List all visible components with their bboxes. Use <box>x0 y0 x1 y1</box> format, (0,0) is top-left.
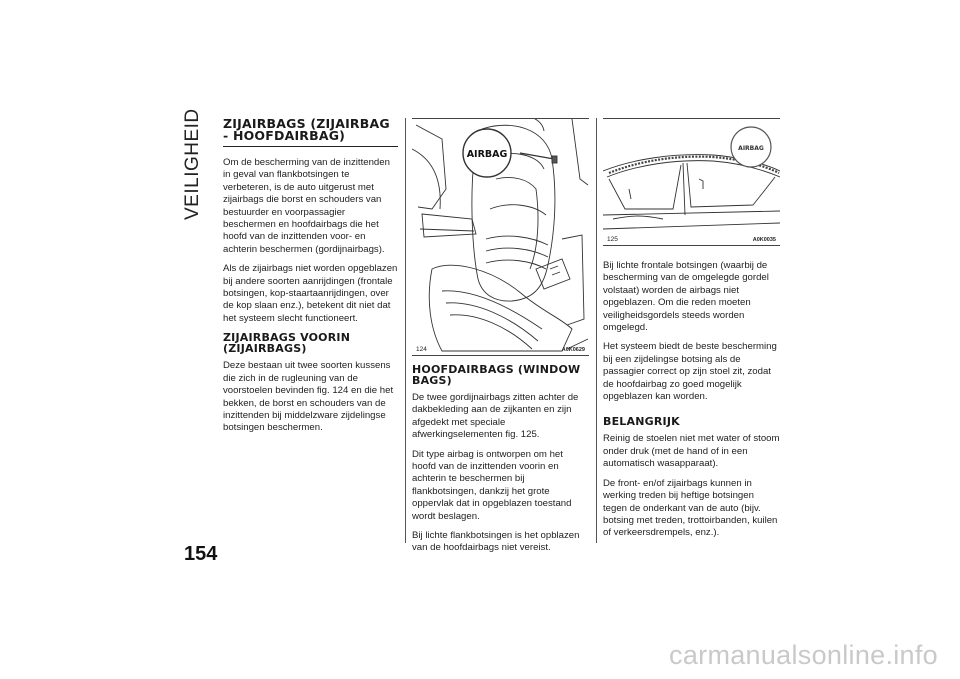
section-label <box>178 108 210 222</box>
paragraph: De front- en/of zijairbags kunnen in werking treden bij heftige botsingen tegen de onderkant van de auto (bijv. botsing met treden, trottoirbanden, kuilen of verkeersdrempels, enz.). <box>603 477 778 539</box>
important-heading: BELANGRIJK <box>603 415 680 429</box>
subheading: ZIJAIRBAGS VOORIN (ZIJAIRBAGS) <box>223 331 351 356</box>
figure-code: A0K0629 <box>561 347 585 353</box>
paragraph: Bij lichte frontale botsingen (waarbij de bescherming van de omgelegde gordel volstaat) worden de airbags niet opgeblazen. Om die reden moeten veiligheidsgordels steeds worden omgelegd. <box>603 260 769 334</box>
paragraph: Bij lichte flankbotsingen is het opblazen van de hoofdairbags niet vereist. <box>412 530 580 554</box>
watermark: carmanualsonline.info <box>669 640 938 670</box>
figure-125 <box>603 118 780 246</box>
section-label-text: VEILIGHEID <box>182 108 203 220</box>
page-number: 154 <box>184 543 218 565</box>
paragraph: De twee gordijnairbags zitten achter de dakbekleding aan de zijkanten en zijn afgedekt met speciale afwerkingselementen fig. 125. <box>412 392 579 441</box>
paragraph: Als de zijairbags niet worden opgeblazen bij andere soorten aanrijdingen (frontale botsingen, kop-staartaanrijdingen, over de kop slaan enz.), betekent dit niet dat het systeem slecht functioneert. <box>223 263 398 324</box>
figure-code: A0K0035 <box>752 237 776 243</box>
column-1 <box>223 118 398 442</box>
paragraph: Om de bescherming van de inzittenden in geval van flankbotsingen te verbeteren, is de auto uitgerust met zijairbags die borst en schouders van bestuurder en voorpassagier beschermen en hoofdairbags die het hoofd van de inzittenden voor- en achterin beschermen (gordijnairbags). <box>223 157 390 255</box>
figure-number: 124 <box>416 346 427 353</box>
airbag-callout-label: AIRBAG <box>738 145 764 152</box>
window-airbag-illustration <box>603 119 780 245</box>
subheading: HOOFDAIRBAGS (WINDOW BAGS) <box>412 363 581 387</box>
column-divider <box>596 118 597 543</box>
car-seat-illustration <box>412 119 589 355</box>
paragraph: Reinig de stoelen niet met water of stoom onder druk (met de hand of in een automatisch wasapparaat). <box>603 433 780 470</box>
paragraph: Deze bestaan uit twee soorten kussens die zich in de rugleuning van de voorstoelen bevinden fig. 124 en die het bekken, de borst en schouders van de inzittenden bij middelzware zijdelingse botsingen beschermen. <box>223 360 394 434</box>
figure-124 <box>412 118 589 356</box>
airbag-callout-label: AIRBAG <box>466 149 508 160</box>
section-heading: ZIJAIRBAGS (ZIJAIRBAG - HOOFDAIRBAG) <box>223 118 398 147</box>
column-2 <box>412 118 589 562</box>
column-3 <box>603 118 780 547</box>
paragraph: Dit type airbag is ontworpen om het hoofd van de inzittenden voorin en achterin te beschermen bij flankbotsingen, dankzij het grote oppervlak dat in opgeblazen toestand wordt beslagen. <box>412 448 572 522</box>
paragraph: Het systeem biedt de beste bescherming bij een zijdelingse botsing als de passagier correct op zijn stoel zit, zodat de hoofdairbag zo goed mogelijk opgeblazen kan worden. <box>603 341 777 403</box>
figure-number: 125 <box>607 236 618 243</box>
column-divider <box>405 118 406 543</box>
